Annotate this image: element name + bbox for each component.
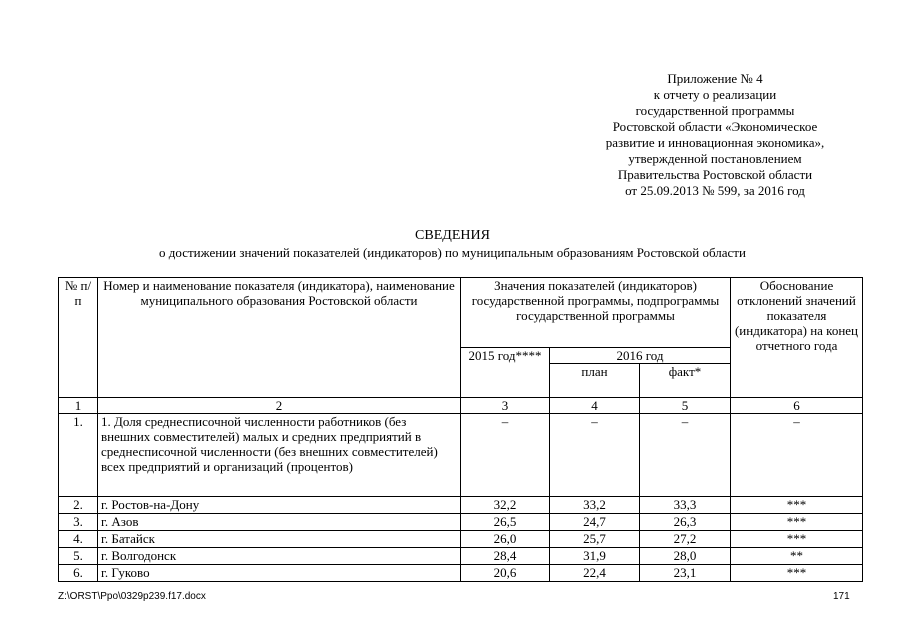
table-row [59,514,863,531]
header-values-group: Значения показателей (индикаторов) государственной программы, подпрограммы государственной программы [461,278,731,348]
col-number: 6 [731,398,863,414]
header-name: Номер и наименование показателя (индикатора), наименование муниципального образования Ростовской области [98,278,461,398]
row-plan: 22,4 [550,565,640,582]
row-reason: *** [731,565,863,582]
header-reason: Обоснование отклонений значений показателя (индикатора) на конец отчетного года [731,278,863,398]
row-fact: – [640,414,731,497]
row-num: 6. [59,565,98,582]
row-2015: 26,0 [461,531,550,548]
footer-file-path: Z:\ORST\Ppo\0329p239.f17.docx [58,591,206,602]
footer-page-number: 171 [833,591,850,602]
row-num: 2. [59,497,98,514]
table-row [59,531,863,548]
row-name: г. Ростов-на-Дону [98,497,461,514]
row-reason: *** [731,514,863,531]
row-plan: 31,9 [550,548,640,565]
col-number: 2 [98,398,461,414]
row-plan: 33,2 [550,497,640,514]
row-plan: 24,7 [550,514,640,531]
row-2015: 26,5 [461,514,550,531]
row-num: 4. [59,531,98,548]
row-name: г. Волгодонск [98,548,461,565]
appendix-line: Приложение № 4 [667,71,763,86]
row-num: 1. [59,414,98,497]
row-fact: 27,2 [640,531,731,548]
row-2015: 32,2 [461,497,550,514]
indicators-table [58,277,863,582]
row-fact: 23,1 [640,565,731,582]
appendix-line: Правительства Ростовской области [617,167,813,182]
appendix-line: Ростовской области «Экономическое [612,119,818,134]
row-reason: ** [731,548,863,565]
row-fact: 26,3 [640,514,731,531]
row-plan: 25,7 [550,531,640,548]
table-row [59,497,863,514]
appendix-line: развитие и инновационная экономика», [605,135,825,150]
table-row [59,565,863,582]
table-row [59,548,863,565]
row-2015: 20,6 [461,565,550,582]
header-fact: факт* [640,364,731,398]
row-2015: – [461,414,550,497]
row-name: г. Батайск [98,531,461,548]
row-name: г. Гуково [98,565,461,582]
row-plan: – [550,414,640,497]
header-num: № п/п [59,278,98,398]
appendix-line: государственной программы [635,103,795,118]
document-subtitle: о достижении значений показателей (индикаторов) по муниципальным образованиям Ростовской области [159,245,746,260]
appendix-line: от 25.09.2013 № 599, за 2016 год [625,183,805,198]
row-reason: – [731,414,863,497]
header-2015: 2015 год**** [461,348,550,398]
table-row [59,414,863,497]
row-fact: 28,0 [640,548,731,565]
document-title: СВЕДЕНИЯ [415,228,490,243]
col-number: 5 [640,398,731,414]
appendix-block [565,71,865,199]
row-num: 5. [59,548,98,565]
header-plan: план [550,364,640,398]
row-num: 3. [59,514,98,531]
row-2015: 28,4 [461,548,550,565]
col-number: 3 [461,398,550,414]
appendix-line: к отчету о реализации [653,87,777,102]
row-reason: *** [731,497,863,514]
col-number: 4 [550,398,640,414]
appendix-line: утвержденной постановлением [628,151,802,166]
row-reason: *** [731,531,863,548]
header-2016: 2016 год [550,348,731,364]
row-name: г. Азов [98,514,461,531]
col-number: 1 [59,398,98,414]
row-name: 1. Доля среднесписочной численности работников (без внешних совместителей) малых и средних предприятий в среднесписочной численности (без внешних совместителей) всех предприятий и организаций (процентов) [98,414,461,497]
row-fact: 33,3 [640,497,731,514]
